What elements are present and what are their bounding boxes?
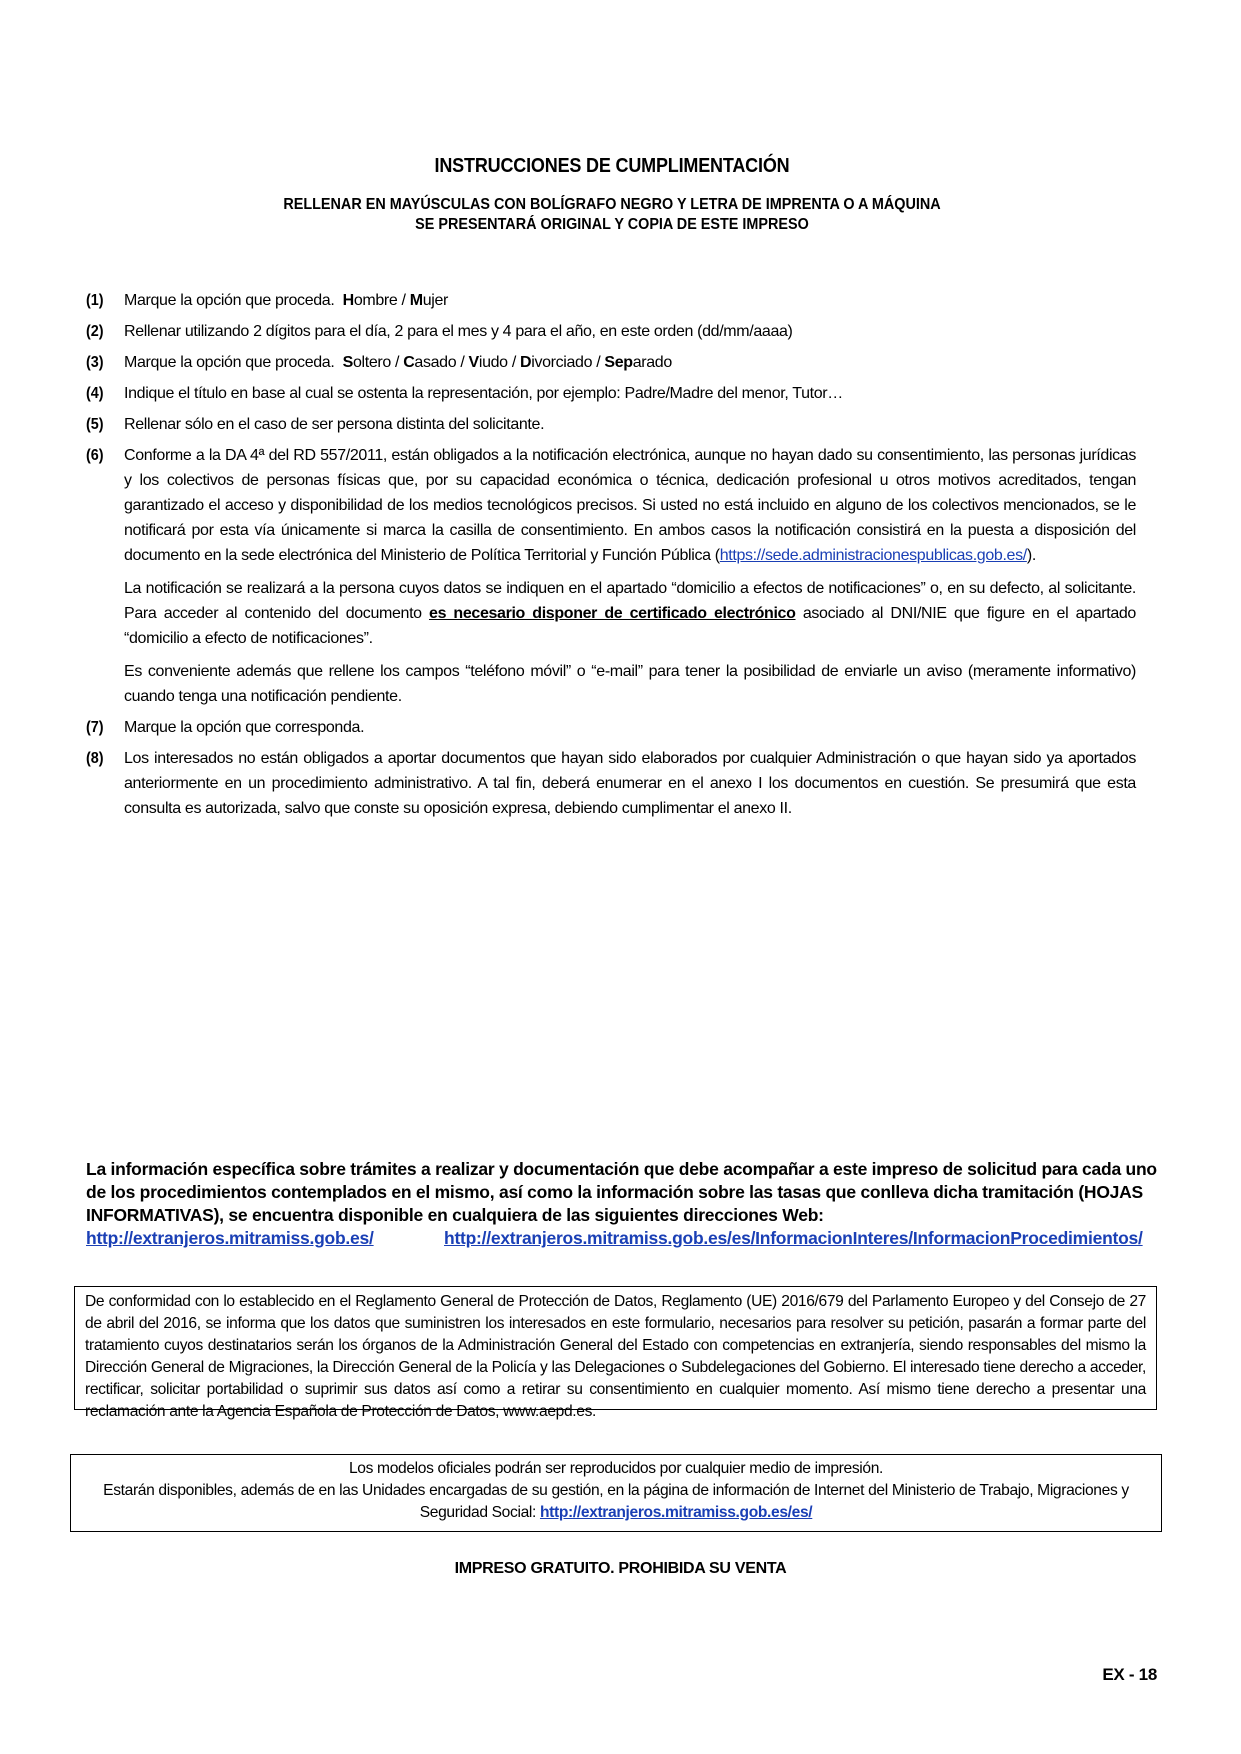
- data-protection-text: De conformidad con lo establecido en el Reglamento General de Protección de Datos, Reglamento (UE) 2016/679 del Parlamento Europeo y del Consejo de 27 de abril del 2016, se informa que los datos que suministren los interesados en este formulario, necesarios para resolver su petición, pasarán a formar parte del tratamiento cuyos destinatarios serán los órganos de la Administración General del Estado con competencias en extranjería, siendo responsables del mismo la Dirección General de Migraciones, la Dirección General de la Policía y las Delegaciones o Subdelegaciones del Gobierno. El interesado tiene derecho a acceder, rectificar, solicitar portabilidad o suprimir sus datos así como a retirar su consentimiento en cualquier momento. Así mismo tiene derecho a presentar una reclamación ante la Agencia Española de Protección de Datos, www.aepd.es.: [85, 1293, 1146, 1420]
- note-4: [86, 381, 1136, 406]
- certificate-requirement: es necesario disponer de certificado electrónico: [429, 605, 796, 622]
- procedures-info-link[interactable]: http://extranjeros.mitramiss.gob.es/es/InformacionInteres/InformacionProcedimientos/: [444, 1228, 1143, 1248]
- note-6-paragraph-1: Conforme a la DA 4ª del RD 557/2011, están obligados a la notificación electrónica, aunque no hayan dado su consentimiento, las personas jurídicas y los colectivos de personas físicas que, por su capacidad económica o técnica, dedicación profesional u otros motivos acreditados, tengan garantizado el acceso y disponibilidad de los medios tecnológicos precisos. Si usted no está incluido en alguno de los colectivos mencionados, se le notificará por esta vía únicamente si marca la casilla de consentimiento. En ambos casos la notificación consistirá en la puesta a disposición del documento en la sede electrónica del Ministerio de Política Territorial y Función Pública (https://sede.administracionespublicas.gob.es/).: [124, 447, 1136, 564]
- free-form-notice: IMPRESO GRATUITO. PROHIBIDA SU VENTA: [454, 1560, 787, 1577]
- ministry-link[interactable]: http://extranjeros.mitramiss.gob.es/es/: [539, 1504, 813, 1521]
- note-text: Los interesados no están obligados a aportar documentos que hayan sido elaborados por cualquier Administración o que hayan sido ya aportados anteriormente en un procedimiento administrativo. A tal fin, deberá enumerar en el anexo I los documentos en cuestión. Se presumirá que esta consulta es autorizada, salvo que conste su oposición expresa, debiendo cumplimentar el anexo II.: [124, 750, 1136, 817]
- page-title: INSTRUCCIONES DE CUMPLIMENTACIÓN: [434, 155, 790, 177]
- procedures-information: [86, 1158, 1158, 1250]
- note-text: Marque la opción que proceda. Soltero / Casado / Viudo / Divorciado / Separado: [124, 354, 672, 371]
- note-1: [86, 288, 1136, 313]
- procedures-links: [86, 1227, 1158, 1250]
- note-number: (7): [86, 719, 104, 736]
- note-7: [86, 715, 1136, 740]
- note-6-paragraph-3: Es conveniente además que rellene los campos “teléfono móvil” o “e-mail” para tener la posibilidad de enviarle un aviso (meramente informativo) cuando tenga una notificación pendiente.: [124, 663, 1136, 705]
- data-protection-notice: [74, 1286, 1157, 1420]
- instruction-notes: [86, 288, 1136, 827]
- note-3: [86, 350, 1136, 375]
- note-text: Rellenar sólo en el caso de ser persona distinta del solicitante.: [124, 416, 545, 433]
- official-models-notice: [70, 1454, 1162, 1532]
- note-number: (2): [86, 323, 104, 340]
- note-number: (4): [86, 385, 104, 402]
- sede-electronica-link[interactable]: https://sede.administracionespublicas.gob.es/: [719, 547, 1027, 564]
- note-2: [86, 319, 1136, 344]
- note-text: Indique el título en base al cual se ostenta la representación, por ejemplo: Padre/Madre del menor, Tutor…: [124, 385, 843, 402]
- note-5: [86, 412, 1136, 437]
- note-6-paragraph-2: La notificación se realizará a la persona cuyos datos se indiquen en el apartado “domicilio a efectos de notificaciones” o, en su defecto, al solicitante. Para acceder al contenido del documento es necesario disponer de certificado electrónico asociado al DNI/NIE que figure en el apartado “domicilio a efecto de notificaciones”.: [124, 580, 1136, 647]
- note-number: (3): [86, 354, 104, 371]
- note-6: [86, 443, 1136, 709]
- form-code: EX - 18: [1102, 1665, 1157, 1684]
- note-number: (8): [86, 750, 104, 767]
- note-text: Marque la opción que corresponda.: [124, 719, 365, 736]
- models-line-1: Los modelos oficiales podrán ser reproducidos por cualquier medio de impresión.: [348, 1460, 884, 1477]
- extranjeros-home-link[interactable]: http://extranjeros.mitramiss.gob.es/: [86, 1228, 374, 1248]
- note-number: (6): [86, 447, 104, 464]
- note-number: (1): [86, 292, 104, 309]
- note-text: Marque la opción que proceda. Hombre / Mujer: [124, 292, 449, 309]
- subtitle-line-2: SE PRESENTARÁ ORIGINAL Y COPIA DE ESTE IMPRESO: [415, 216, 809, 233]
- subtitle-line-1: RELLENAR EN MAYÚSCULAS CON BOLÍGRAFO NEGRO Y LETRA DE IMPRENTA O A MÁQUINA: [283, 196, 941, 213]
- procedures-information-text: La información específica sobre trámites a realizar y documentación que debe acompañar a este impreso de solicitud para cada uno de los procedimientos contemplados en el mismo, así como la información sobre las tasas que conlleva dicha tramitación (HOJAS INFORMATIVAS), se encuentra disponible en cualquiera de las siguientes direcciones Web:: [86, 1159, 1157, 1225]
- note-8: [86, 746, 1136, 821]
- note-number: (5): [86, 416, 104, 433]
- note-text: Rellenar utilizando 2 dígitos para el día, 2 para el mes y 4 para el año, en este orden (dd/mm/aaaa): [124, 323, 793, 340]
- models-line-2: Estarán disponibles, además de en las Unidades encargadas de su gestión, en la página de información de Internet del Ministerio de Trabajo, Migraciones y Seguridad Social: http://extranjeros.mitramiss.gob.es/es/: [103, 1482, 1129, 1521]
